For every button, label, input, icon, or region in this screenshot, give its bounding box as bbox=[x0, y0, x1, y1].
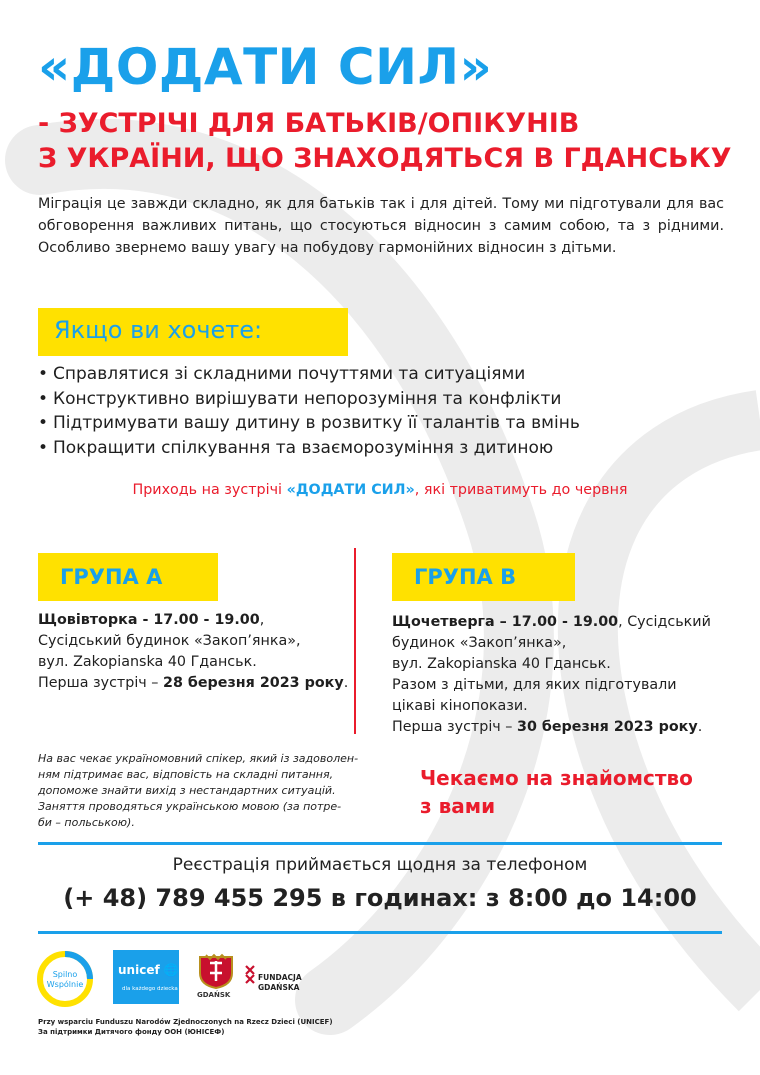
sw-logo-text: Spilno bbox=[52, 970, 78, 979]
group-b-schedule bbox=[392, 612, 711, 633]
support-line: За підтримки Дитячого фонду ООН (ЮНІСЕФ) bbox=[38, 1028, 225, 1036]
group-a-address: вул. Zakopianska 40 Гданськ. bbox=[38, 654, 257, 670]
intro-line: Міграція це завжди складно, як для батьків так і для дітей. Тому ми підготували bbox=[38, 196, 662, 212]
unicef-word-text: unicef bbox=[118, 963, 160, 977]
bullet-dot: • bbox=[38, 413, 49, 433]
invite-line bbox=[0, 482, 760, 498]
want-bullet-list bbox=[38, 362, 580, 460]
phone-number[interactable]: (+ 48) 789 455 295 в годинах: з 8:00 до 14:00 bbox=[63, 884, 697, 912]
group-a-first-meeting bbox=[38, 673, 348, 694]
list-item bbox=[38, 436, 580, 461]
schedule-time: Щовівторка - 17.00 - 19.00 bbox=[38, 612, 260, 628]
note-line: На вас чекає україномовний спікер, який із задоволен- bbox=[38, 752, 359, 765]
group-b-children-note: Разом з дітьми, для яких підготували bbox=[392, 677, 677, 693]
waiting-line: з вами bbox=[420, 794, 496, 818]
group-b-label-box bbox=[392, 553, 575, 601]
group-b-first-meeting bbox=[392, 717, 711, 738]
registration-top-rule bbox=[38, 842, 722, 845]
group-b-address: вул. Zakopianska 40 Гданськ. bbox=[392, 656, 611, 672]
group-b-venue: будинок «Закоп’янка», bbox=[392, 635, 567, 651]
intro-line: та з рідними. Особливо звернемо вашу увагу на побудову гармонійних відносин bbox=[38, 218, 725, 256]
list-item-text: Покращити спілкування та взаєморозуміння з дитиною bbox=[53, 437, 554, 458]
bullet-dot: • bbox=[38, 437, 49, 458]
group-b-children-note: цікаві кінопокази. bbox=[392, 698, 528, 714]
list-item-text: Конструктивно вирішувати непорозуміння та конфлікти bbox=[53, 388, 562, 409]
first-meeting-date: 30 березня 2023 року bbox=[517, 719, 698, 735]
group-a-label-box bbox=[38, 553, 218, 601]
bullet-dot: • bbox=[38, 364, 49, 384]
fundacja-gdanska-logo bbox=[243, 959, 311, 999]
group-divider bbox=[354, 548, 356, 734]
first-meeting-prefix: Перша зустріч – bbox=[392, 719, 517, 735]
support-credit bbox=[38, 1017, 333, 1037]
schedule-time: Щочетверга – 17.00 - 19.00 bbox=[392, 614, 619, 630]
invite-highlight: «ДОДАТИ СИЛ» bbox=[286, 482, 415, 498]
group-a-schedule bbox=[38, 610, 348, 631]
unicef-logo bbox=[113, 950, 179, 1004]
first-meeting-suffix: . bbox=[697, 719, 703, 735]
waiting-line: Чекаємо на знайомство bbox=[420, 766, 693, 790]
sw-logo-text: Wspólnie bbox=[46, 980, 84, 989]
fundacja-line: FUNDACJA bbox=[258, 973, 302, 982]
list-item-text: Підтримувати вашу дитину в розвитку її талантів та вмінь bbox=[53, 413, 580, 433]
gdansk-logo bbox=[196, 953, 236, 1001]
invite-text: , які триватимуть до червня bbox=[414, 482, 628, 498]
fundacja-line: GDAŃSKA bbox=[258, 983, 300, 992]
list-item bbox=[38, 411, 580, 436]
first-meeting-suffix: . bbox=[343, 675, 349, 691]
group-b-label: ГРУПА В bbox=[414, 565, 517, 589]
spilno-wspolnie-logo bbox=[35, 949, 95, 1009]
first-meeting-prefix: Перша зустріч – bbox=[38, 675, 163, 691]
list-item bbox=[38, 362, 580, 387]
schedule-rest: , bbox=[259, 612, 265, 628]
want-heading: Якщо ви хочете: bbox=[54, 316, 263, 344]
note-line: би – польською). bbox=[38, 816, 135, 829]
schedule-rest: , Сусідський bbox=[618, 614, 711, 630]
unicef-tagline: dla każdego dziecka bbox=[122, 986, 178, 992]
invite-text: Приходь на зустрічі bbox=[132, 482, 287, 498]
subtitle-line: - ЗУСТРІЧІ ДЛЯ БАТЬКІВ/ОПІКУНІВ bbox=[38, 108, 580, 139]
subtitle-line: З УКРАЇНИ, ЩО ЗНАХОДЯТЬСЯ В ГДАНСЬКУ bbox=[38, 143, 732, 174]
gdansk-wordmark: GDAŃSK bbox=[197, 991, 231, 999]
globe-icon: 🌐 bbox=[163, 963, 179, 977]
support-line: Przy wsparciu Funduszu Narodów Zjednoczonych na Rzecz Dzieci (UNICEF) bbox=[38, 1018, 333, 1026]
note-line: ням підтримає вас, відповість на складні питання, bbox=[38, 768, 334, 781]
note-line: допоможе знайти вихід з нестандартних ситуацій. bbox=[38, 784, 336, 797]
fundacja-wordmark bbox=[258, 973, 302, 993]
list-item bbox=[38, 387, 580, 412]
waiting-message bbox=[420, 764, 693, 820]
page-title: «ДОДАТИ СИЛ» bbox=[38, 38, 493, 96]
group-a-label: ГРУПА А bbox=[60, 565, 163, 589]
group-b-details bbox=[392, 612, 711, 738]
intro-line: для вас обговорення важливих питань, що стосуються відносин з самим собою, bbox=[38, 196, 725, 234]
fundacja-cross-icon bbox=[243, 963, 257, 985]
list-item-text: Справлятися зі складними почуттями та ситуаціями bbox=[53, 364, 526, 384]
gdansk-crest-icon bbox=[196, 953, 236, 989]
registration-bottom-rule bbox=[38, 931, 722, 934]
group-a-venue: Сусідський будинок «Закоп’янка», bbox=[38, 633, 301, 649]
intro-paragraph bbox=[38, 193, 724, 259]
unicef-wordmark bbox=[118, 963, 179, 977]
speaker-note bbox=[38, 751, 393, 831]
group-a-details bbox=[38, 610, 348, 694]
bullet-dot: • bbox=[38, 388, 49, 409]
first-meeting-date: 28 березня 2023 року bbox=[163, 675, 344, 691]
page-subtitle bbox=[38, 106, 731, 176]
intro-line: з дітьми. bbox=[549, 240, 617, 256]
registration-text: Реєстрація приймається щодня за телефоном bbox=[172, 855, 588, 875]
want-heading-box bbox=[38, 308, 348, 356]
note-line: Заняття проводяться українською мовою (за потре- bbox=[38, 800, 342, 813]
